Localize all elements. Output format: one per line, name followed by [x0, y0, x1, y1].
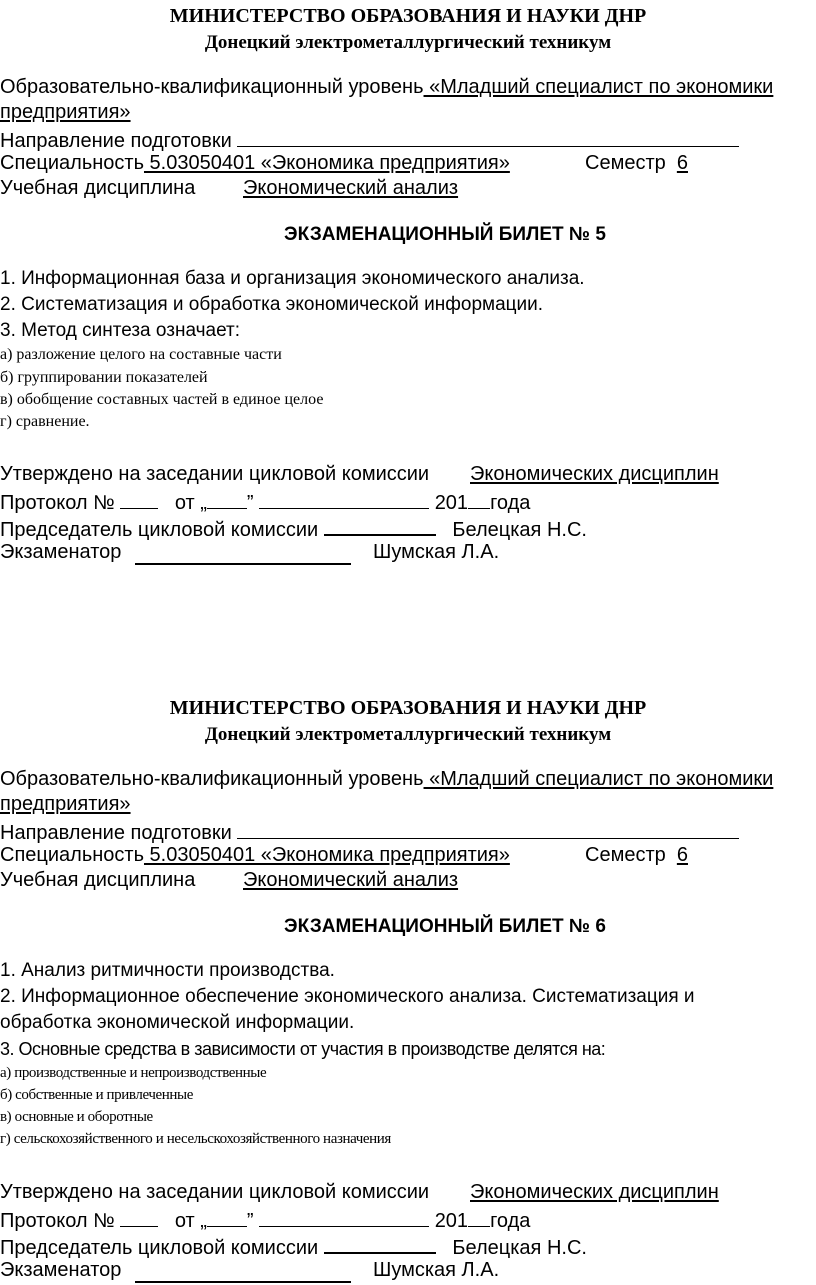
protocol-row	[0, 1208, 530, 1231]
discipline-value: Экономический анализ	[243, 177, 459, 199]
direction-label: Направление подготовки	[0, 822, 232, 844]
chair-row	[0, 516, 587, 540]
chair-signature-blank	[324, 516, 436, 536]
approved-commission: Экономических дисциплин	[470, 463, 719, 485]
chair-row	[0, 1234, 587, 1258]
protocol-label: Протокол №	[0, 492, 115, 514]
college-heading: Донецкий электрометаллургический техникум	[204, 724, 612, 745]
discipline-value: Экономический анализ	[243, 869, 459, 891]
question-3: 3. Основные средства в зависимости от участия в производстве делятся на:	[0, 1039, 606, 1059]
qualification-level-continued: предприятия»	[0, 793, 131, 815]
ticket-title: ЭКЗАМЕНАЦИОННЫЙ БИЛЕТ № 6	[284, 916, 606, 937]
qualification-level	[0, 77, 773, 97]
protocol-year-blank	[468, 1208, 490, 1227]
question-3: 3. Метод синтеза означает:	[0, 320, 240, 341]
question-2: 2. Систематизация и обработка экономической информации.	[0, 294, 544, 315]
examiner-label: Экзаменатор	[0, 541, 122, 563]
specialty-row	[0, 153, 510, 173]
qualification-level-value: «Младший специалист по экономики	[423, 76, 774, 98]
chair-name: Белецкая Н.С.	[452, 519, 587, 541]
semester	[585, 845, 688, 865]
direction-row	[0, 820, 739, 843]
question-2: 2. Информационное обеспечение экономического анализа. Систематизация и	[0, 986, 695, 1007]
examiner-name: Шумская Л.А.	[373, 1259, 500, 1281]
answer-option: б) собственные и привлеченные	[0, 1087, 193, 1103]
answer-option: а) разложение целого на составные части	[0, 346, 282, 363]
protocol-year-suffix: года	[490, 1210, 531, 1232]
approved-label: Утверждено на заседании цикловой комиссии	[0, 1181, 430, 1203]
semester-label: Семестр	[585, 152, 666, 174]
chair-label: Председатель цикловой комиссии	[0, 519, 319, 541]
protocol-year: 201	[434, 492, 469, 514]
protocol-number-blank	[120, 1208, 158, 1227]
chair-signature-blank	[324, 1234, 436, 1254]
direction-blank	[237, 128, 739, 147]
specialty-value: 5.03050401 «Экономика предприятия»	[143, 152, 510, 174]
protocol-from: от „	[174, 492, 207, 514]
qualification-level-value: «Младший специалист по экономики	[423, 768, 774, 790]
examiner-signature-blank	[135, 1263, 351, 1283]
college-heading: Донецкий электрометаллургический техникум	[204, 32, 612, 53]
question-1: 1. Информационная база и организация экономического анализа.	[0, 268, 585, 289]
semester-label: Семестр	[585, 844, 666, 866]
protocol-year-suffix: года	[490, 492, 531, 514]
protocol-from: от „	[174, 1210, 207, 1232]
approved-commission: Экономических дисциплин	[470, 1181, 719, 1203]
protocol-day-blank	[207, 490, 247, 509]
chair-name: Белецкая Н.С.	[452, 1237, 587, 1259]
semester	[585, 153, 688, 173]
direction-label: Направление подготовки	[0, 130, 232, 152]
qualification-level-continued: предприятия»	[0, 101, 131, 123]
examiner-label: Экзаменатор	[0, 1259, 122, 1281]
discipline-label: Учебная дисциплина	[0, 177, 196, 199]
ticket-title: ЭКЗАМЕНАЦИОННЫЙ БИЛЕТ № 5	[284, 224, 606, 245]
ministry-heading: МИНИСТЕРСТВО ОБРАЗОВАНИЯ И НАУКИ ДНР	[169, 5, 647, 27]
direction-row	[0, 128, 739, 151]
qualification-level	[0, 769, 773, 789]
specialty-row	[0, 845, 510, 865]
answer-option: а) производственные и непроизводственные	[0, 1065, 267, 1081]
examiner-signature-blank	[135, 545, 351, 565]
protocol-day-blank	[207, 1208, 247, 1227]
qualification-level-label: Образовательно-квалификационный уровень	[0, 76, 424, 98]
answer-option: г) сельскохозяйственного и несельскохозяйственного назначения	[0, 1131, 391, 1147]
protocol-quote: ”	[246, 492, 254, 514]
protocol-year-blank	[468, 490, 490, 509]
protocol-quote: ”	[246, 1210, 254, 1232]
specialty-value: 5.03050401 «Экономика предприятия»	[143, 844, 510, 866]
protocol-year: 201	[434, 1210, 469, 1232]
protocol-row	[0, 490, 530, 513]
question-2-continued: обработка экономической информации.	[0, 1012, 355, 1033]
direction-blank	[237, 820, 739, 839]
qualification-level-label: Образовательно-квалификационный уровень	[0, 768, 424, 790]
protocol-number-blank	[120, 490, 158, 509]
question-1: 1. Анализ ритмичности производства.	[0, 960, 335, 981]
protocol-month-blank	[259, 1208, 429, 1227]
discipline-label: Учебная дисциплина	[0, 869, 196, 891]
semester-value: 6	[676, 844, 688, 866]
protocol-month-blank	[259, 490, 429, 509]
specialty-label: Специальность	[0, 844, 144, 866]
chair-label: Председатель цикловой комиссии	[0, 1237, 319, 1259]
answer-option: б) группировании показателей	[0, 369, 208, 386]
answer-option: в) обобщение составных частей в единое целое	[0, 391, 324, 408]
examiner-name: Шумская Л.А.	[373, 541, 500, 563]
specialty-label: Специальность	[0, 152, 144, 174]
approved-label: Утверждено на заседании цикловой комиссии	[0, 463, 430, 485]
answer-option: в) основные и оборотные	[0, 1109, 153, 1125]
protocol-label: Протокол №	[0, 1210, 115, 1232]
answer-option: г) сравнение.	[0, 413, 90, 430]
ministry-heading: МИНИСТЕРСТВО ОБРАЗОВАНИЯ И НАУКИ ДНР	[169, 697, 647, 719]
semester-value: 6	[676, 152, 688, 174]
